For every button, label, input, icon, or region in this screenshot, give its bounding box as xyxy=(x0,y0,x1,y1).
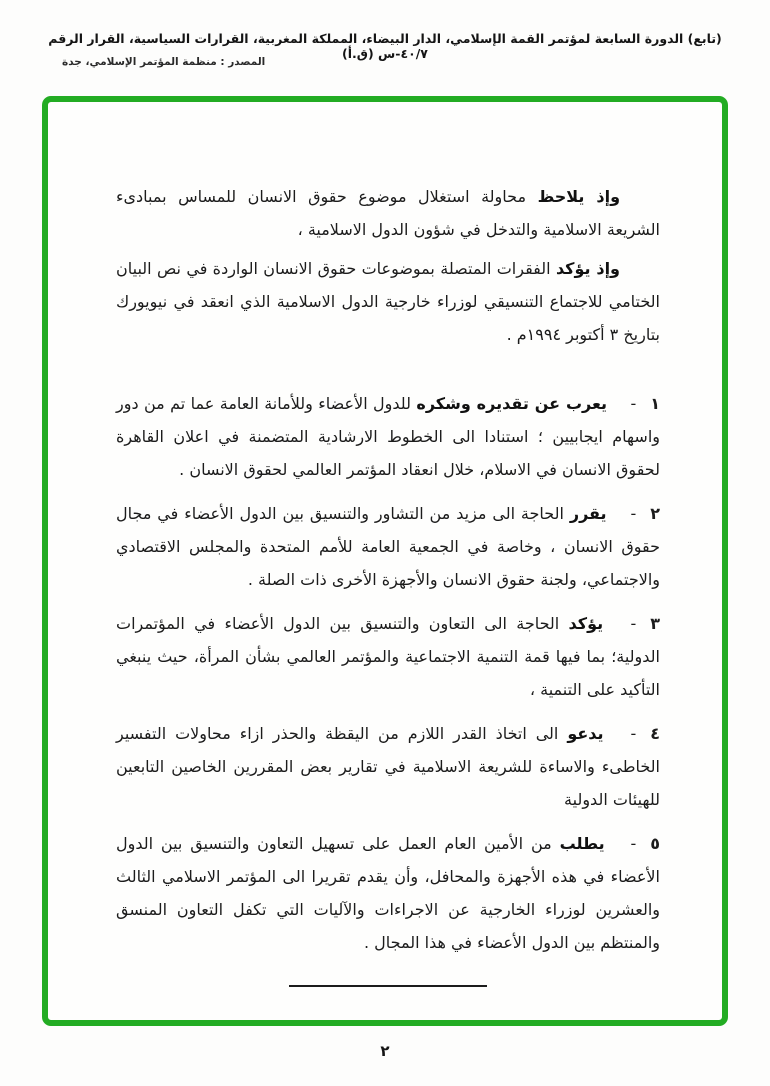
item-lead: يدعو xyxy=(567,724,604,743)
item-text: الحاجة الى التعاون والتنسيق بين الدول الأعضاء في المؤتمرات الدولية؛ بما فيها قمة التنمية الاجتماعية والمؤتمر العالمي بشأن المرأة، حيث ينبغي التأكيد على التنمية ، xyxy=(116,614,660,699)
paragraph-text: الفقرات المتصلة بموضوعات حقوق الانسان الواردة في نص البيان الختامي للاجتماع التنسيقي لوزراء خارجية الدول الاسلامية الذي انعقد في نيويورك بتاريخ ٣ أكتوبر ١٩٩٤م . xyxy=(116,259,660,344)
paragraph-text: محاولة استغلال موضوع حقوق الانسان للمساس بمبادىء الشريعة الاسلامية والتدخل في شؤون الدول الاسلامية ، xyxy=(116,187,660,239)
numbered-list xyxy=(116,387,660,959)
item-text: للدول الأعضاء وللأمانة العامة عما تم من دور واسهام ايجابيين ؛ استنادا الى الخطوط الارشادية المتضمنة في اعلان القاهرة لحقوق الانسان في الاسلام، خلال انعقاد المؤتمر العالمي لحقوق الانسان . xyxy=(116,394,660,479)
list-item xyxy=(116,497,660,596)
green-border-frame xyxy=(42,96,728,1026)
preamble-paragraph xyxy=(116,180,660,246)
item-number: ٢ xyxy=(650,504,661,523)
item-lead: يعرب عن تقديره وشكره xyxy=(416,394,608,413)
item-lead: يطلب xyxy=(559,834,605,853)
preamble-paragraph xyxy=(116,252,660,351)
item-number: ٤ xyxy=(650,724,660,743)
item-lead: يقرر xyxy=(569,504,607,523)
item-dash: - xyxy=(630,614,637,633)
source-line: المصدر : منظمة المؤتمر الإسلامي، جدة xyxy=(62,56,266,68)
page-number: ٢ xyxy=(380,1042,390,1060)
document-header: (تابع) الدورة السابعة لمؤتمر القمة الإسلامي، الدار البيضاء، المملكة المغربية، القرارات السياسية، القرار الرقم ٤٠/٧-س (ق.أ) xyxy=(48,31,722,61)
item-number: ١ xyxy=(650,394,661,413)
item-text: من الأمين العام العمل على تسهيل التعاون والتنسيق بين الدول الأعضاء في هذه الأجهزة والمحافل، وأن يقدم تقريرا الى المؤتمر الاسلامي الثالث والعشرين لوزراء الخارجية عن الاجراءات والآليات التي تكفل التعاون المنسق والمنتظم بين الدول الأعضاء في هذا المجال . xyxy=(116,834,660,952)
item-lead: يؤكد xyxy=(568,614,604,633)
item-dash: - xyxy=(630,394,637,413)
paragraph-lead: وإذ يلاحظ xyxy=(537,187,621,206)
paragraph-lead: وإذ يؤكد xyxy=(555,259,620,278)
item-text: الى اتخاذ القدر اللازم من اليقظة والحذر ازاء محاولات التفسير الخاطىء والاساءة للشريعة الاسلامية في تقارير بعض المقررين الخاصين التابعين للهيئات الدولية xyxy=(116,724,660,809)
item-dash: - xyxy=(630,724,637,743)
list-item xyxy=(116,387,660,486)
document-content xyxy=(48,102,722,987)
item-dash: - xyxy=(630,504,637,523)
item-number: ٣ xyxy=(650,614,660,633)
item-dash: - xyxy=(630,834,637,853)
list-item xyxy=(116,827,660,959)
item-number: ٥ xyxy=(650,834,661,853)
list-item xyxy=(116,607,660,706)
list-item xyxy=(116,717,660,816)
separator-line xyxy=(289,985,487,987)
item-text: الحاجة الى مزيد من التشاور والتنسيق بين الدول الأعضاء في مجال حقوق الانسان ، وخاصة في الجمعية العامة للأمم المتحدة والمجلس الاقتصادي والاجتماعي، ولجنة حقوق الانسان والأجهزة الأخرى ذات الصلة . xyxy=(116,504,660,589)
